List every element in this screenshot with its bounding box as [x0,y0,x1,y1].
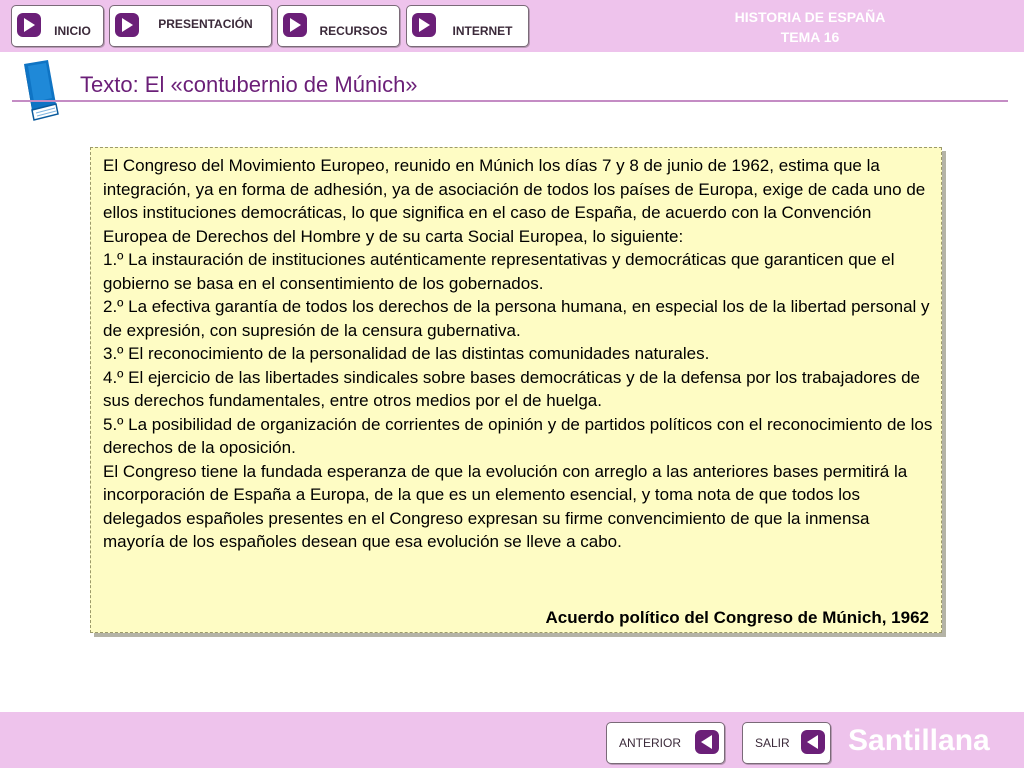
anterior-button[interactable] [606,722,725,764]
publisher-logo: Santillana [848,724,990,757]
play-right-icon [283,13,307,37]
book-icon [16,58,60,127]
play-left-icon [801,730,825,754]
course-title [680,7,940,47]
inicio-button[interactable] [11,5,104,47]
play-right-icon [115,13,139,37]
page-title: Texto: El «contubernio de Múnich» [80,72,418,97]
inicio-button-label: INICIO [54,24,91,38]
paragraph-intro: El Congreso del Movimiento Europeo, reunido en Múnich los días 7 y 8 de junio de 1962, estima que la integración, ya en forma de adhesión, ya de asociación de todos los países de Europa, exige de cada uno de ellos instituciones democráticas, lo que significa en el caso de España, de acuerdo con la Convención Europea de Derechos del Hombre y de su carta Social Europea, lo siguiente: [103,156,926,246]
recursos-button[interactable] [277,5,400,47]
recursos-button-label: RECURSOS [319,24,388,38]
source-text-box [90,147,942,633]
play-right-icon [412,13,436,37]
paragraph-point-1: 1.º La instauración de instituciones auténticamente representativas y democráticas que garanticen que el gobierno se basa en el consentimiento de los gobernados. [103,250,895,293]
salir-button-label: SALIR [755,736,790,750]
play-right-icon [17,13,41,37]
salir-button[interactable] [742,722,831,764]
play-left-icon [695,730,719,754]
paragraph-point-2: 2.º La efectiva garantía de todos los derechos de la persona humana, en especial los de la libertad personal y de expresión, con supresión de la censura gubernativa. [103,297,930,340]
paragraph-point-5: 5.º La posibilidad de organización de corrientes de opinión y de partidos políticos con el reconocimiento de los derechos de la oposición. [103,414,933,457]
source-citation: Acuerdo político del Congreso de Múnich, 1962 [545,608,929,627]
presentacion-button-label: PRESENTACIÓN [158,17,253,31]
internet-button[interactable] [406,5,529,47]
source-text-body [103,154,933,554]
course-title-line2: TEMA 16 [780,29,840,45]
paragraph-point-3: 3.º El reconocimiento de la personalidad de las distintas comunidades naturales. [103,344,710,363]
paragraph-conclusion: El Congreso tiene la fundada esperanza de que la evolución con arreglo a las anteriores bases permitirá la incorporación de España a Europa, de la que es un elemento esencial, y toma nota de que todos los delegados españoles presentes en el Congreso expresan su firme convencimiento de que la inmensa mayoría de los españoles desean que esa evolución se lleve a cabo. [103,461,908,551]
anterior-button-label: ANTERIOR [619,736,682,750]
presentacion-button[interactable] [109,5,272,47]
internet-button-label: INTERNET [452,24,513,38]
heading-divider [12,100,1008,102]
course-title-line1: HISTORIA DE ESPAÑA [734,9,886,25]
paragraph-point-4: 4.º El ejercicio de las libertades sindicales sobre bases democráticas y de la defensa por los trabajadores de sus derechos fundamentales, entre otros medios por el de huelga. [103,367,920,410]
